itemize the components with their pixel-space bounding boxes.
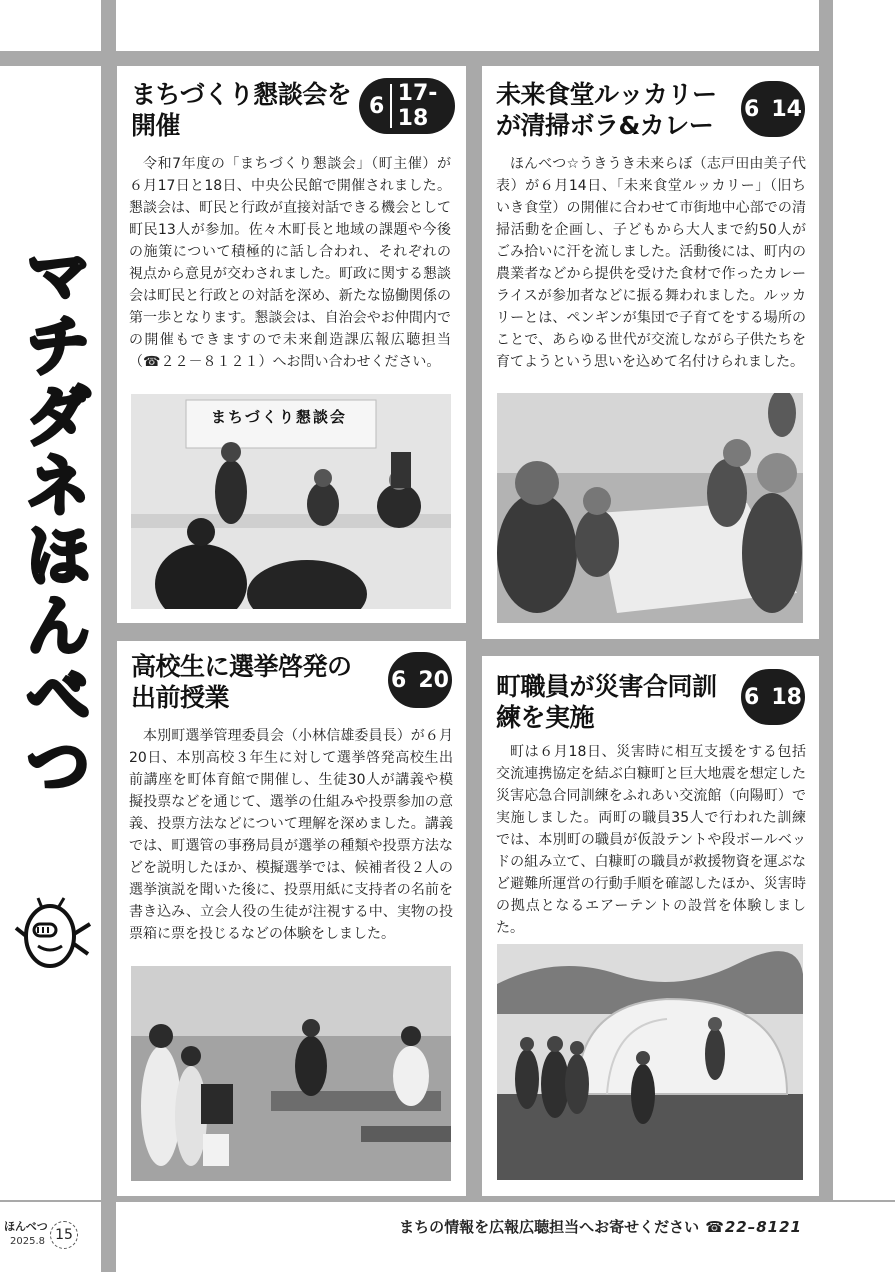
- footer-bar: [101, 1200, 116, 1272]
- article-body: 町は６月18日、災害時に相互支援をする包括交流連携協定を結ぶ白糠町と巨大地震を想定した災害応急合同訓練をふれあい交流館（向陽町）で実施しました。両町の職員35人で行われた訓練では、本別町の職員が仮設テントや段ボールベッドの組み立て、白糠町の職員が救援物資を運ぶなど避難所運営の行動手順を確認したほか、災害時の拠点となるエアーテントの設営を体験しました。: [496, 744, 806, 936]
- cleanup-curry-photo-image: [497, 393, 803, 623]
- article-body: 令和7年度の「まちづくり懇談会」（町主催）が６月17日と18日、中央公民館で開催されました。懇談会は、町民と行政が直接対話できる機会として町民13人が参加。佐々木町長と地域の課題や今後の施策について積極的に話し合われ、それぞれの視点から意見が交わされました。町政に関する懇談会は町民と行政との対話を深め、新たな協働関係の第一歩となります。懇談会は、自治会やお仲間内での開催もできますので未来創造課広報広聴担当（☎２２－８１２１）へお問い合わせください。: [129, 156, 451, 370]
- date-day: 18: [771, 684, 802, 710]
- date-month: 6: [391, 667, 407, 693]
- article-photo: [131, 394, 451, 609]
- article-title: 高校生に選挙啓発の出前授業: [131, 652, 352, 712]
- date-badge: [741, 669, 805, 725]
- article-title: 未来食堂ルッカリーが清掃ボラ&カレー: [496, 80, 717, 140]
- article-card-2: [482, 66, 819, 639]
- date-badge: [359, 78, 455, 134]
- footer-issue: 2025.8: [10, 1236, 45, 1247]
- date-day: 20: [418, 667, 449, 693]
- date-month: 6: [744, 96, 760, 122]
- date-badge: [388, 652, 452, 708]
- date-day: 17-18: [397, 81, 438, 131]
- date-day: 14: [771, 96, 802, 122]
- article-body: 本別町選挙管理委員会（小林信雄委員長）が６月20日、本別高校３年生に対して選挙啓発高校生出前講座を町体育館で開催し、生徒30人が講義や模擬投票などを通じて、選挙の仕組みや投票参加の意義、投票方法などについて理解を深めました。講義では、町選管の事務局員が選挙の種類や投票方法などを説明したほか、模擬選挙では、候補者役２人の選挙演説を聞いた後に、投票用紙に支持者の名前を書き込み、立会人役の生徒が注視する中、実物の投票箱に票を投じるなどの体験をしました。: [129, 728, 453, 942]
- disaster-drill-photo-image: [497, 944, 803, 1180]
- top-band: [101, 51, 895, 66]
- date-badge: [741, 81, 805, 137]
- mock-vote-photo-image: [131, 966, 451, 1181]
- date-month: 6: [369, 93, 385, 119]
- page-number: 15: [50, 1221, 78, 1249]
- article-body: ほんべつ☆うきうき未来らぼ（志戸田由美子代表）が６月14日、「未来食堂ルッカリー」（旧ちいき食堂）の開催に合わせて市街地中心部での清掃活動を企画し、子どもから大人まで約50人がごみ拾いに汗を流しました。活動後には、町内の農業者などから提供を受けた食材で作ったカレーライスが参加者などに振る舞われました。ルッカリーとは、ペンギンが集団で子育てをする場所のことで、あらゆる世代が交流しながら子供たちを育てようという思いを込めて名付けられました。: [496, 156, 806, 370]
- sidebar-title-text: マチダネほんべつ: [14, 241, 91, 801]
- footer-note-text: まちの情報を広報広聴担当へお寄せください: [399, 1218, 700, 1236]
- sidebar-title: [14, 86, 90, 956]
- right-margin: [833, 51, 895, 1200]
- article-title: 町職員が災害合同訓練を実施: [496, 672, 717, 732]
- top-band-left: [0, 51, 116, 66]
- top-margin: [116, 0, 819, 51]
- article-photo: [497, 393, 803, 623]
- photo-sign-text: まちづくり懇談会: [211, 408, 347, 426]
- article-card-1: [117, 66, 466, 623]
- article-card-3: [117, 641, 466, 1196]
- date-month: 6: [744, 684, 760, 710]
- footer-phone: ☎22–8121: [705, 1218, 802, 1236]
- article-photo: [131, 966, 451, 1181]
- article-title: まちづくり懇談会を開催: [131, 80, 352, 140]
- footer-contact: [399, 1216, 802, 1237]
- footer-logo: ほんべつ: [4, 1220, 48, 1233]
- mascot-icon: [12, 894, 102, 974]
- article-photo: [497, 944, 803, 1180]
- footer-divider: [0, 1200, 895, 1202]
- article-card-4: [482, 656, 819, 1196]
